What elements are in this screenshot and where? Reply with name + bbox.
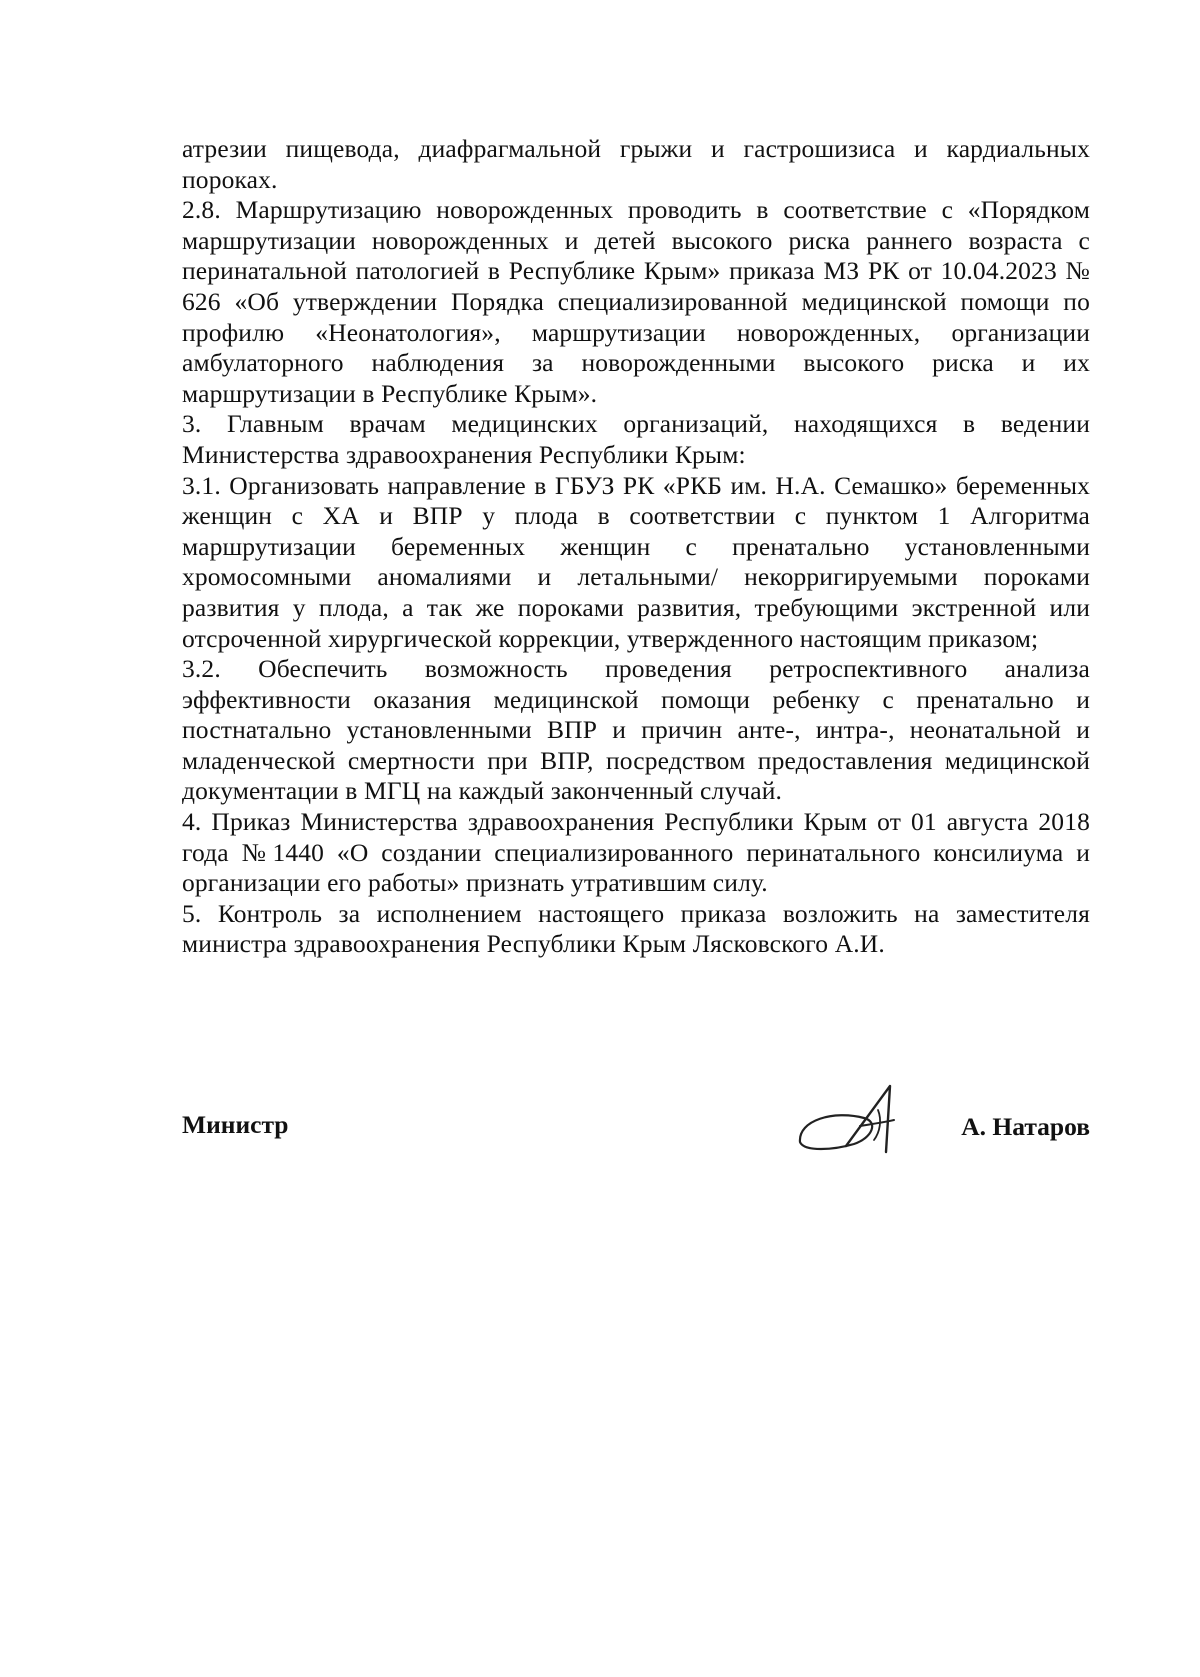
paragraph-2-8: 2.8. Маршрутизацию новорожденных проводить в соответствие с «Порядком маршрутизации новорожденных и детей высокого риска раннего возраста с перинатальной патологией в Республике Крым» приказа МЗ РК от 10.04.2023 № 626 «Об утверждении Порядка специализированной медицинской помощи по профилю «Неонатология», маршрутизации новорожденных, организации амбулаторного наблюдения за новорожденными высокого риска и их маршрутизации в Республике Крым». [182,195,1090,408]
paragraph-continuation: атрезии пищевода, диафрагмальной грыжи и гастрошизиса и кардиальных пороках. [182,134,1090,194]
handwritten-signature-icon [794,1080,914,1170]
paragraph-3: 3. Главным врачам медицинских организаций, находящихся в ведении Министерства здравоохранения Республики Крым: [182,409,1090,469]
paragraph-4: 4. Приказ Министерства здравоохранения Республики Крым от 01 августа 2018 года №1440 «О создании специализированного перинатального консилиума и организации его работы» признать утратившим силу. [182,807,1090,898]
signatory-name: А. Натаров [961,1112,1090,1141]
signature-block [182,1080,1090,1170]
paragraph-3-2: 3.2. Обеспечить возможность проведения ретроспективного анализа эффективности оказания медицинской помощи ребенку с пренатально и постнатально установленными ВПР и причин анте-, интра-, неонатальной и младенческой смертности при ВПР, посредством предоставления медицинской документации в МГЦ на каждый законченный случай. [182,654,1090,806]
paragraph-3-1: 3.1. Организовать направление в ГБУЗ РК «РКБ им. Н.А. Семашко» беременных женщин с ХА и ВПР у плода в соответствии с пунктом 1 Алгоритма маршрутизации беременных женщин с пренатально установленными хромосомными аномалиями и летальными/ некорригируемыми пороками развития у плода, а так же пороками развития, требующими экстренной или отсроченной хирургической коррекции, утвержденного настоящим приказом; [182,470,1090,653]
signatory-title: Министр [182,1110,289,1139]
document-body [182,134,1090,960]
paragraph-5: 5. Контроль за исполнением настоящего приказа возложить на заместителя министра здравоохранения Республики Крым Лясковского А.И. [182,898,1090,959]
